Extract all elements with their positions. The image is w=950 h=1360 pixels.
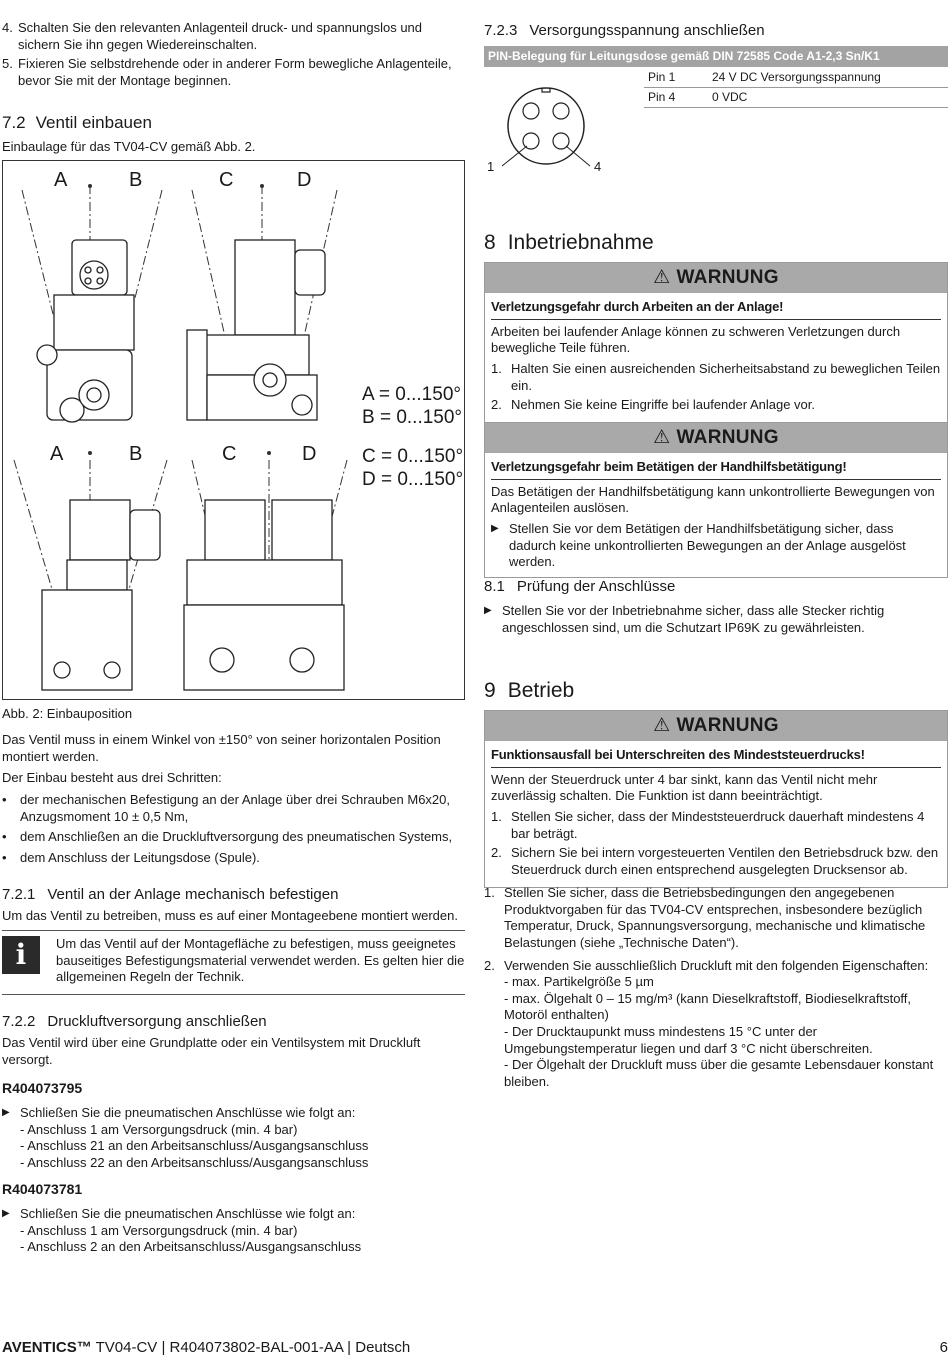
code-r404073795: R404073795 ▶ Schließen Sie die pneumatischen Anschlüsse wie folgt an: - Anschluss 1 am Versorgungsdruck (min. 4 bar) - Anschluss 21 an den Arbeitsanschluss/Ausgangsanschluss - Anschluss 22 an den Arbeitsanschluss/Ausgangsanschluss: [2, 1080, 369, 1170]
page-number: 6: [939, 1339, 948, 1356]
section-7-2-sub: Einbaulage für das TV04-CV gemäß Abb. 2.: [2, 139, 256, 154]
figure-label-b-top: B: [129, 169, 143, 191]
figure-label-b-bottom: B: [129, 443, 143, 465]
warning-box: ⚠ WARNUNG Funktionsausfall bei Unterschreiten des Mindeststeuerdrucks! Wenn der Steuerdruck unter 4 bar sinkt, kann das Ventil nicht mehr zuverlässig schalten. Die Funktion ist dann beeinträchtigt. 1. Stellen Sie sicher, dass der Mindeststeuerdruck dauerhaft mindestens 4 bar beträgt. 2. Sichern Sie bei intern vorgesteuerten Ventilen den Betriebsdruck bzw. den Steuerdruck durch einen entsprechend ausgelegten Drucksensor ab.: [484, 710, 948, 888]
table-row: Pin 1 24 V DC Versorgungsspannung: [644, 68, 948, 88]
list-item: • dem Anschließen an die Druckluftversorgung des pneumatischen Systems,: [2, 829, 453, 845]
warning-triangle-icon: ⚠: [653, 266, 671, 288]
pin-label-4: 4: [594, 159, 602, 174]
brand-name: AVENTICS™: [2, 1339, 92, 1356]
figure-label-c-bottom: C: [222, 443, 237, 465]
code-r404073781: R404073781 ▶ Schließen Sie die pneumatischen Anschlüsse wie folgt an: - Anschluss 1 am Versorgungsdruck (min. 4 bar) - Anschluss 2 an den Arbeitsanschluss/Ausgangsanschluss: [2, 1181, 362, 1255]
info-icon: i: [2, 936, 40, 974]
connector-drawing: [484, 76, 644, 181]
paragraph: Das Ventil muss in einem Winkel von ±150° von seiner horizontalen Position montiert werden.: [2, 732, 441, 764]
table-row: Pin 4 0 VDC: [644, 88, 948, 108]
list-item: 5. Fixieren Sie selbstdrehende oder in anderer Form bewegliche Anlagenteile, bevor Sie mit der Montage beginnen.: [2, 56, 452, 88]
figure-label-a-top: A: [54, 169, 68, 191]
list-item: 4. Schalten Sie den relevanten Anlagenteil druck- und spannungslos und sichern Sie ihn gegen Wiedereinschalten.: [2, 20, 423, 52]
section-9-heading: 9 Betrieb: [484, 679, 575, 702]
page-footer: [2, 1338, 948, 1357]
figure-label-d-top: D: [297, 169, 312, 191]
paragraph: Der Einbau besteht aus drei Schritten:: [2, 770, 222, 786]
figure-label-d-bottom: D: [302, 443, 317, 465]
section-7-2-heading: 7.2 Ventil einbauen: [2, 113, 152, 132]
section-7-2-1-heading: 7.2.1 Ventil an der Anlage mechanisch befestigen: [2, 886, 339, 903]
pin-table: [484, 46, 948, 186]
list-item: 2. Nehmen Sie keine Eingriffe bei laufender Anlage vor.: [491, 397, 816, 413]
angle-b: B = 0...150°: [362, 407, 463, 428]
section-8-1-heading: 8.1 Prüfung der Anschlüsse: [484, 578, 676, 595]
angle-a: A = 0...150°: [362, 384, 461, 405]
warning-box: ⚠ WARNUNG Verletzungsgefahr durch Arbeiten an der Anlage! Arbeiten bei laufender Anlage können zu schweren Verletzungen durch bewegliche Teile führen. 1. Halten Sie einen ausreichenden Sicherheitsabstand zu beweglichen Teilen ein. 2. Nehmen Sie keine Eingriffe bei laufender Anlage vor.: [484, 262, 948, 424]
intro-steps: [2, 20, 464, 93]
list-item: • dem Anschluss der Leitungsdose (Spule).: [2, 849, 260, 865]
warning-triangle-icon: ⚠: [653, 426, 671, 448]
angle-c: C = 0...150°: [362, 446, 464, 467]
list-item: 1. Halten Sie einen ausreichenden Sicherheitsabstand zu beweglichen Teilen ein.: [491, 360, 941, 393]
angle-d: D = 0...150°: [362, 469, 464, 490]
section-7-2-2-heading: 7.2.2 Druckluftversorgung anschließen: [2, 1013, 267, 1030]
warning-box: ⚠ WARNUNG Verletzungsgefahr beim Betätigen der Handhilfsbetätigung! Das Betätigen der Handhilfsbetätigung kann unkontrollierte Bewegungen von Anlagenteilen auslösen. ▶ Stellen Sie vor dem Betätigen der Handhilfsbetätigung sicher, dass dadurch keine unkontrollierten Bewegungen an der Anlage ausgelöst werden.: [484, 422, 948, 578]
install-text: [2, 732, 464, 870]
final-steps: [484, 885, 948, 1094]
list-item: • der mechanischen Befestigung an der Anlage über drei Schrauben M6x20, Anzugsmoment 10 ± 0,5 Nm,: [2, 791, 451, 824]
list-item: 2. Verwenden Sie ausschließlich Druckluft mit den folgenden Eigenschaften: - max. Partikelgröße 5 µm - max. Ölgehalt 0 – 15 mg/m³ (kann Dieselkraftstoff, Biodieselkraftstoff, Motoröl enthalten) - Der Drucktaupunkt muss mindestens 15 °C unter der Umgebungstemperatur liegen und darf 3 °C nicht überschreiten. - Der Ölgehalt der Druckluft muss über die gesamte Lebensdauer konstant bleiben.: [484, 957, 934, 1089]
action-item: ▶ Stellen Sie vor der Inbetriebnahme sicher, dass alle Stecker richtig angeschlossen sind, um die Schutzart IP69K zu gewährleisten.: [484, 603, 885, 635]
installation-figure: [2, 160, 465, 700]
document-id: TV04-CV | R404073802-BAL-001-AA | Deutsch: [91, 1339, 411, 1356]
paragraph: Das Ventil wird über eine Grundplatte oder ein Ventilsystem mit Druckluft versorgt.: [2, 1035, 421, 1067]
warning-triangle-icon: ⚠: [653, 714, 671, 736]
info-text: Um das Ventil auf der Montagefläche zu befestigen, muss geeignetes bauseitiges Befestigungsmaterial verwendet werden. Es gelten hier die allgemeinen Regeln der Technik.: [56, 936, 465, 985]
list-item: 1. Stellen Sie sicher, dass die Betriebsbedingungen den angegebenen Produktvorgaben für das TV04-CV entsprechen, insbesondere bezüglich Temperatur, Druck, Spannungsversorgung, mechanische und klimatische Belastungen (siehe „Technische Daten“).: [484, 885, 926, 950]
info-box: [2, 930, 465, 995]
figure-label-a-bottom: A: [50, 443, 64, 465]
list-item: 1. Stellen Sie sicher, dass der Mindeststeuerdruck dauerhaft mindestens 4 bar beträgt.: [491, 808, 925, 841]
pin-table-header: PIN-Belegung für Leitungsdose gemäß DIN 72585 Code A1-2,3 Sn/K1: [484, 46, 948, 67]
paragraph: Um das Ventil zu betreiben, muss es auf einer Montageebene montiert werden.: [2, 908, 458, 923]
figure-caption: Abb. 2: Einbauposition: [2, 706, 133, 721]
figure-label-c-top: C: [219, 169, 234, 191]
section-7-2-3-heading: 7.2.3 Versorgungsspannung anschließen: [484, 22, 765, 39]
section-8-heading: 8 Inbetriebnahme: [484, 231, 654, 254]
list-item: 2. Sichern Sie bei intern vorgesteuerten Ventilen den Betriebsdruck bzw. den Steuerdruck durch einen entsprechend ausgelegten Drucksensor ab.: [491, 845, 939, 877]
pin-label-1: 1: [487, 159, 495, 174]
